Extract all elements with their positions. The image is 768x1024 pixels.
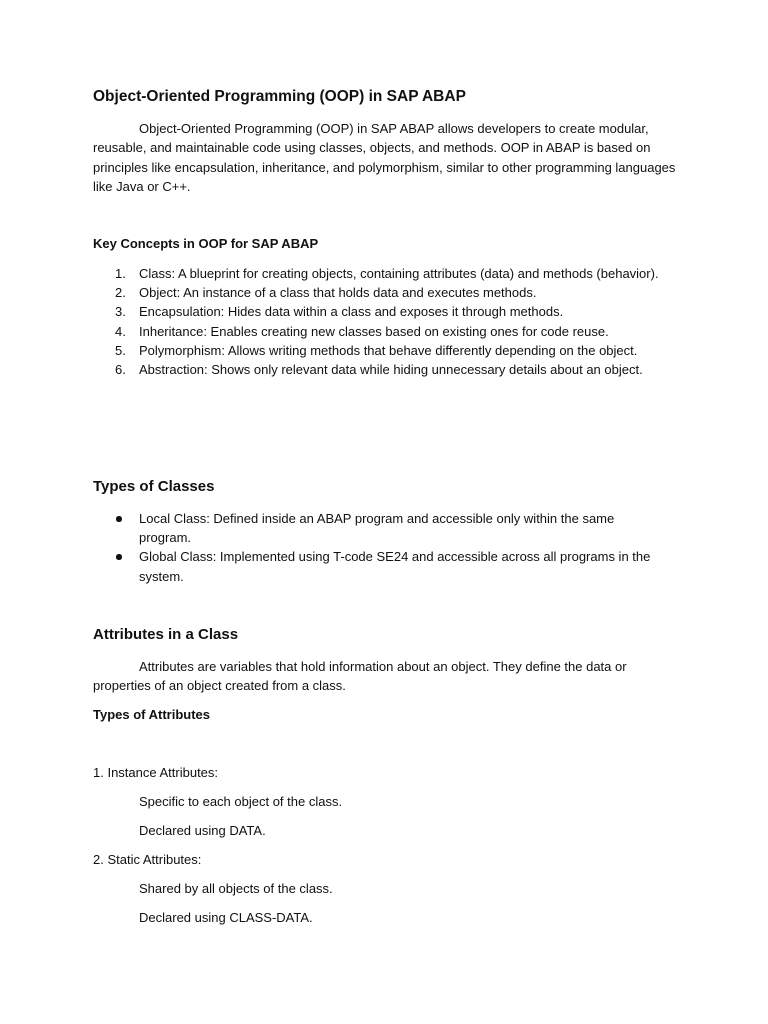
key-concepts-list xyxy=(93,264,664,379)
intro-text: Object-Oriented Programming (OOP) in SAP ABAP allows developers to create modular, reusable, and maintainable code using classes, objects, and methods. OOP in ABAP is based on principles like encapsulation, inheritance, and polymorphism, similar to other programming languages like Java or C++. xyxy=(93,121,676,194)
key-concepts-heading: Key Concepts in OOP for SAP ABAP xyxy=(93,236,319,251)
types-of-attributes-heading: Types of Attributes xyxy=(93,707,211,722)
list-item: 5. Polymorphism: Allows writing methods that behave differently depending on the object. xyxy=(115,342,638,358)
list-item: Global Class: Implemented using T-code SE24 and accessible across all programs in the system. xyxy=(93,547,664,585)
intro-paragraph xyxy=(93,119,678,196)
instance-attributes-label: 1. Instance Attributes: xyxy=(93,765,219,780)
bullet-icon xyxy=(116,554,122,560)
static-attributes-line2: Declared using CLASS-DATA. xyxy=(139,910,313,925)
attributes-description: Attributes are variables that hold information about an object. They define the data or properties of an object created from a class. xyxy=(93,659,627,694)
list-item: 1. Class: A blueprint for creating objects, containing attributes (data) and methods (behavior). xyxy=(115,266,659,281)
types-of-classes-list xyxy=(93,509,664,586)
instance-attributes-line1: Specific to each object of the class. xyxy=(139,794,343,809)
static-attributes-line1: Shared by all objects of the class. xyxy=(139,881,333,896)
list-item: 2. Object: An instance of a class that holds data and executes methods. xyxy=(115,285,537,301)
list-item: 6. Abstraction: Shows only relevant data while hiding unnecessary details about an object. xyxy=(115,362,643,378)
attributes-heading: Attributes in a Class xyxy=(93,626,239,643)
static-attributes-label: 2. Static Attributes: xyxy=(93,852,202,867)
list-item: 3. Encapsulation: Hides data within a class and exposes it through methods. xyxy=(115,304,564,320)
document-title: Object-Oriented Programming (OOP) in SAP ABAP xyxy=(93,88,466,105)
bullet-icon xyxy=(116,516,122,522)
attributes-paragraph xyxy=(93,657,678,696)
list-item: Local Class: Defined inside an ABAP program and accessible only within the same program. xyxy=(93,509,664,547)
instance-attributes-line2: Declared using DATA. xyxy=(139,823,266,838)
list-item: 4. Inheritance: Enables creating new classes based on existing ones for code reuse. xyxy=(115,323,609,339)
types-of-classes-heading: Types of Classes xyxy=(93,478,215,495)
